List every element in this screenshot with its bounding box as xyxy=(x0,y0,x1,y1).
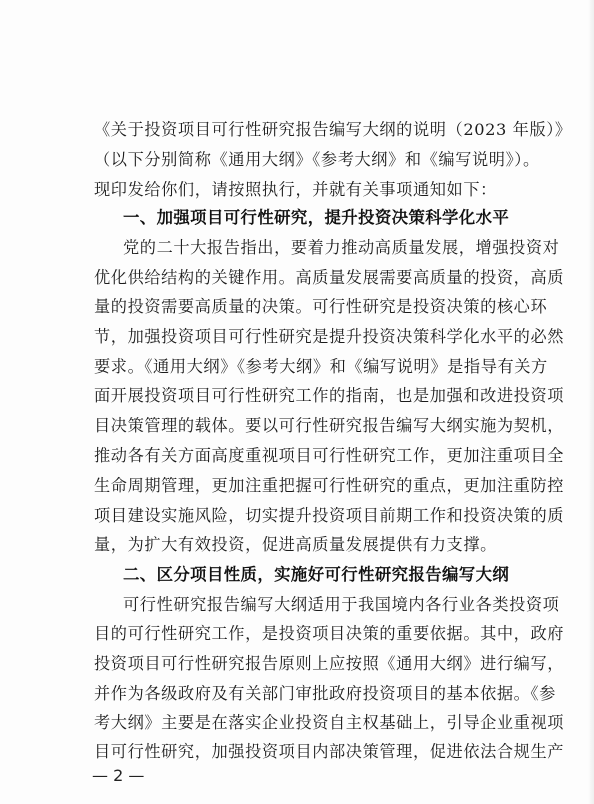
paragraph-line: 目决策管理的载体。要以可行性研究报告编写大纲实施为契机， xyxy=(94,416,565,435)
page-number: — 2 — xyxy=(92,766,145,785)
section-heading-1: 一、加强项目可行性研究，提升投资决策科学化水平 xyxy=(123,208,510,227)
paragraph-line: 量的投资需要高质量的决策。可行性研究是投资决策的核心环 xyxy=(94,297,548,316)
paragraph-line: 党的二十大报告指出，要着力推动高质量发展，增强投资对 xyxy=(123,238,560,257)
paragraph-line: 目可行性研究，加强投资项目内部决策管理，促进依法合规生产 xyxy=(94,742,565,761)
paragraph-line: 《关于投资项目可行性研究报告编写大纲的说明（2023 年版）》 xyxy=(94,120,572,139)
paragraph-line: 优化供给结构的关键作用。高质量发展需要高质量的投资，高质 xyxy=(94,268,565,287)
paragraph-line: 投资项目可行性研究报告原则上应按照《通用大纲》进行编写， xyxy=(94,654,565,673)
paragraph-line: 可行性研究报告编写大纲适用于我国境内各行业各类投资项 xyxy=(123,595,560,614)
paragraph-line: 要求。《通用大纲》《参考大纲》和《编写说明》是指导有关方 xyxy=(94,357,548,376)
paragraph-line: 现印发给你们，请按照执行，并就有关事项通知如下： xyxy=(94,180,497,199)
paragraph-line: 量，为扩大有效投资，促进高质量发展提供有力支撑。 xyxy=(94,535,497,554)
paragraph-line: 项目建设实施风险，切实提升投资项目前期工作和投资决策的质 xyxy=(94,506,565,525)
paragraph-line: 节，加强投资项目可行性研究是提升投资决策科学化水平的必然 xyxy=(94,327,565,346)
paragraph-line: 生命周期管理，更加注重把握可行性研究的重点，更加注重防控 xyxy=(94,476,565,495)
paragraph-line: （以下分别简称《通用大纲》《参考大纲》和《编写说明》）。 xyxy=(94,150,540,169)
section-heading-2: 二、区分项目性质，实施好可行性研究报告编写大纲 xyxy=(123,565,510,584)
paragraph-line: 并作为各级政府及有关部门审批政府投资项目的基本依据。《参 xyxy=(94,684,556,703)
paragraph-line: 目的可行性研究工作，是投资项目决策的重要依据。其中，政府 xyxy=(94,624,565,643)
page-edge-shadow xyxy=(588,0,594,804)
paragraph-line: 推动各有关方面高度重视项目可行性研究工作，更加注重项目全 xyxy=(94,446,565,465)
paragraph-line: 面开展投资项目可行性研究工作的指南，也是加强和改进投资项 xyxy=(94,386,565,405)
paragraph-line: 考大纲》主要是在落实企业投资自主权基础上，引导企业重视项 xyxy=(94,713,565,732)
